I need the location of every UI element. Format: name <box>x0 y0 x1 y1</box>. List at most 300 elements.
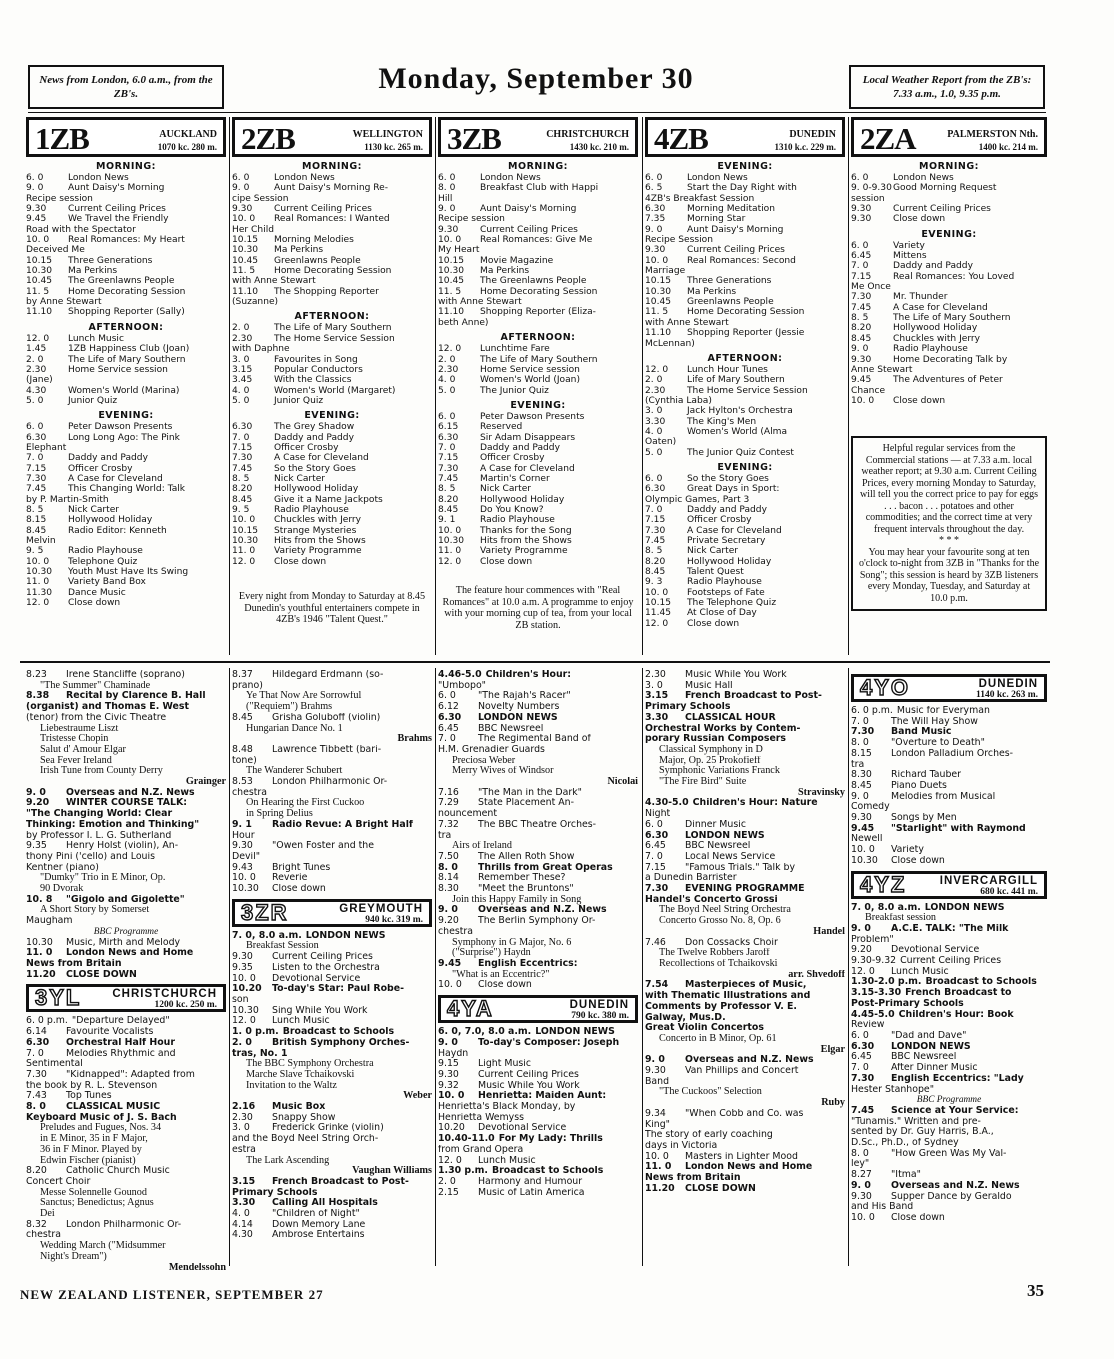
programme-item <box>26 225 226 235</box>
listing-line <box>232 873 432 884</box>
listing-line <box>438 1102 638 1113</box>
programme-title: "Overture to Death" <box>891 738 985 749</box>
programme-title: LONDON NEWS <box>535 1027 615 1038</box>
programme-time: 10.30 <box>438 266 465 277</box>
programme-time: 10. 0 <box>851 1212 875 1223</box>
programme-item <box>232 443 432 453</box>
programme-title: London News and Home <box>685 1162 813 1173</box>
programme-title: (Suzanne) <box>232 297 279 308</box>
station-note <box>851 436 1047 611</box>
programme-title: Major, Op. 25 Prokofieff <box>659 755 761 766</box>
programme-time: 6.45 <box>851 251 872 262</box>
listing-line <box>232 1091 432 1102</box>
programme-title: Henrietta's Black Monday, by <box>438 1102 576 1113</box>
programme-time: 9. 1 <box>438 515 456 526</box>
programme-title: EVENING PROGRAMME <box>685 884 805 895</box>
programme-title: Aunt Daisy's Morning <box>68 183 165 194</box>
programme-title: Hollywood Holiday <box>68 515 153 526</box>
listing-line <box>645 831 845 842</box>
programme-title: 90 Dvorak <box>40 884 84 895</box>
station-column-3zb <box>438 117 638 631</box>
station-call-sign: 3ZR <box>241 899 289 925</box>
listing-line <box>851 999 1047 1010</box>
programme-title: We Travel the Friendly <box>68 214 169 225</box>
programme-title: The BBC Symphony Orchestra <box>246 1059 374 1070</box>
column-divider <box>435 668 436 1266</box>
programme-time: 8.45 <box>851 780 872 791</box>
programme-item <box>232 375 432 385</box>
programme-title: King" <box>645 1119 670 1130</box>
programme-title: Daddy and Paddy <box>274 432 354 443</box>
programme-item <box>26 433 226 443</box>
programme-time: 8. 5 <box>232 473 250 484</box>
programme-time: 2.30 <box>438 364 459 375</box>
listing-line <box>232 1156 432 1167</box>
listing-line <box>26 1102 226 1113</box>
programme-item <box>26 173 226 183</box>
programme-item <box>26 307 226 317</box>
programme-time: 9.30 <box>232 841 253 852</box>
listing-line <box>232 724 432 735</box>
station-header <box>851 117 1047 157</box>
programme-time: 3.15-3.30 <box>851 988 902 999</box>
programme-title: Sanctus; Benedictus; Agnus <box>40 1198 154 1209</box>
programme-time: 11. 5 <box>645 307 669 318</box>
programme-item <box>645 417 845 427</box>
programme-item <box>645 266 845 276</box>
listing-line <box>851 1031 1047 1042</box>
column-divider <box>435 117 436 655</box>
listing-line <box>851 945 1047 956</box>
programme-time: 10.30 <box>26 266 53 277</box>
listing-line <box>232 1070 432 1081</box>
listing-line <box>26 1145 226 1156</box>
programme-title: Radio Playhouse <box>687 577 762 588</box>
programme-time: 6. 0 <box>851 173 869 183</box>
programme-time: 4.30 <box>26 385 47 396</box>
programme-title: Thanks for the Song <box>480 525 572 536</box>
listing-line <box>851 856 1047 867</box>
programme-item <box>851 355 1047 365</box>
listing-line <box>232 1006 432 1017</box>
listing-line <box>438 884 638 895</box>
listing-line <box>26 809 226 820</box>
listing-line <box>232 831 432 842</box>
programme-title: chestra <box>438 926 474 937</box>
programme-time: 6. 0 <box>232 173 250 183</box>
listing-line <box>438 691 638 702</box>
programme-item <box>438 433 638 443</box>
programme-time: 9.45 <box>438 958 462 969</box>
news-notice-box <box>28 65 224 109</box>
programme-time: 9.30-9.32 <box>851 956 897 967</box>
programme-item <box>645 386 845 396</box>
programme-time: 10. 0 <box>645 1151 669 1162</box>
programme-title: Popular Conductors <box>274 364 363 375</box>
listing-line <box>438 980 638 991</box>
programme-time: 6.30 <box>232 422 253 433</box>
programme-time: 12. 0 <box>438 1155 462 1166</box>
section-heading: AFTERNOON: <box>707 352 783 364</box>
programme-item <box>438 505 638 515</box>
listing-line <box>26 948 226 959</box>
programme-time: 7.30 <box>851 1073 875 1084</box>
programme-title: Broadcast to Schools <box>925 977 1037 988</box>
programme-item <box>645 474 845 484</box>
programme-title: Hungarian Dance No. 1 <box>246 723 343 734</box>
programme-time: 11.20 <box>645 1183 675 1194</box>
programme-title: Recipe Session <box>645 235 713 246</box>
listing-line <box>26 1241 226 1252</box>
programme-title: "Departure Delayed" <box>71 1016 170 1027</box>
programme-time: 7.35 <box>645 214 666 225</box>
programme-item <box>232 505 432 515</box>
programme-title: Real Romances: I Wanted <box>274 214 390 225</box>
programme-time: 6.30 <box>645 204 666 215</box>
programme-time: 12. 0 <box>26 333 50 344</box>
programme-title: BBC Newsreel <box>891 1052 957 1063</box>
programme-item <box>645 194 845 204</box>
programme-time: 7.15 <box>645 515 666 526</box>
listing-line <box>851 1106 1047 1117</box>
programme-item <box>438 474 638 484</box>
programme-title: So the Story Goes <box>274 463 356 474</box>
programme-time: 8. 5 <box>26 504 44 515</box>
programme-title: Music, Mirth and Melody <box>66 937 181 948</box>
listing-line <box>851 1181 1047 1192</box>
column-divider <box>642 117 643 655</box>
programme-title: Hester Stanhope" <box>851 1084 935 1095</box>
programme-title: ("Requiem") Brahms <box>246 702 333 713</box>
listing-line <box>645 1066 845 1077</box>
programme-title: beth Anne) <box>438 317 489 328</box>
station-header <box>232 899 432 927</box>
station-call-sign: 3YL <box>35 985 82 1011</box>
programme-title: Ma Perkins <box>687 286 737 297</box>
section-heading: EVENING: <box>98 410 154 422</box>
programme-item <box>26 526 226 536</box>
programme-time: 9.30 <box>232 952 253 963</box>
programme-title: by P. Martin-Smith <box>26 494 109 505</box>
programme-title: "Umbopo" <box>438 680 486 691</box>
programme-title: Preludes and Fugues, Nos. 34 <box>40 1123 162 1134</box>
programme-time: 3. 0 <box>232 1123 250 1134</box>
programme-time: 10. 0 <box>438 980 462 991</box>
listing-line <box>645 1045 845 1056</box>
programme-item <box>26 396 226 406</box>
listing-line <box>438 873 638 884</box>
programme-title: Peter Dawson Presents <box>480 411 585 422</box>
listing-line <box>26 1123 226 1134</box>
programme-title: 36 in F Minor. Played by <box>40 1144 142 1155</box>
programme-item <box>232 557 432 567</box>
programme-title: "Itma" <box>891 1170 921 1181</box>
programme-title: The Grey Shadow <box>274 422 355 433</box>
programme-item <box>26 598 226 608</box>
programme-title: After Dinner Music <box>891 1063 978 1074</box>
programme-time: 6. 0 <box>438 691 456 702</box>
programme-item <box>438 194 638 204</box>
programme-time: 6. 0 p.m. <box>851 706 893 716</box>
listing-line <box>438 1049 638 1060</box>
programme-time: 7.30 <box>851 727 875 738</box>
programme-title: Music for Everyman <box>896 706 990 716</box>
note-text-2: You may hear your favourite song at ten o'clock to-night from 3ZB in "Thanks for the Song"; this session is heard by 3ZB listeners every Monday, Tuesday, and Saturday at 10.0 p.m. <box>859 546 1040 604</box>
programme-item <box>645 567 845 577</box>
programme-time: 10. 0 <box>232 515 256 526</box>
programme-time: 9. 1 <box>232 819 252 830</box>
programme-title: Ruby <box>821 1098 845 1109</box>
listing-line <box>232 702 432 713</box>
programme-title: Do You Know? <box>480 504 544 515</box>
programme-time: 7.15 <box>232 442 253 453</box>
programme-item <box>645 328 845 338</box>
programme-time: 10.30 <box>232 884 259 895</box>
programme-time: 2.30 <box>232 1112 253 1123</box>
programme-title: Night <box>645 809 671 820</box>
programme-title: Comments by Professor V. E. <box>645 1001 797 1012</box>
programme-title: Overseas and N.Z. News <box>891 1180 1020 1191</box>
programme-item <box>26 464 226 474</box>
programme-time: 9.45 <box>851 823 875 834</box>
programme-item <box>232 245 432 255</box>
listing-line <box>232 1049 432 1060</box>
programme-time: 2.16 <box>232 1102 256 1113</box>
programme-title: Close down <box>891 1212 945 1223</box>
programme-title: D.Sc., Ph.D., of Sydney <box>851 1138 959 1149</box>
programme-item <box>851 323 1047 333</box>
programme-item <box>232 515 432 525</box>
programme-time: 6. 0 <box>645 473 663 484</box>
programme-title: Close down <box>68 598 121 609</box>
programme-title: Stravinsky <box>798 787 845 798</box>
programme-time: 7.45 <box>232 463 253 474</box>
programme-time: 6.30 <box>26 432 47 443</box>
listing-line <box>232 1230 432 1241</box>
programme-title: Handel <box>813 926 845 937</box>
programme-title: Me Once <box>851 282 891 293</box>
programme-title: Chuckles with Jerry <box>274 515 362 526</box>
programme-title: Variety <box>893 240 925 251</box>
programme-title: Weber <box>403 1091 432 1102</box>
programme-title: prano) <box>232 680 263 691</box>
listing-line <box>645 1109 845 1120</box>
programme-title: ley" <box>851 1159 870 1170</box>
programme-title: 4ZB's Breakfast Session <box>645 193 755 204</box>
programme-item <box>645 495 845 505</box>
programme-title: Hollywood Holiday <box>480 494 565 505</box>
programme-time: 11.10 <box>438 307 465 318</box>
programme-item <box>232 235 432 245</box>
programme-time: 10.30 <box>645 286 672 297</box>
programme-title: Deceived Me <box>26 245 85 256</box>
programme-item <box>232 287 432 297</box>
listing-line <box>645 1034 845 1045</box>
programme-time: 9.30 <box>438 1069 459 1080</box>
programme-time: 11.10 <box>645 328 672 339</box>
programme-time: 10.15 <box>232 525 259 536</box>
programme-title: Ambrose Entertains <box>272 1230 365 1241</box>
programme-title: London Philharmonic Or- <box>66 1219 182 1230</box>
programme-title: Local News Service <box>685 851 776 862</box>
listing-line <box>26 724 226 735</box>
programme-title: Band Music <box>891 727 952 738</box>
programme-title: Join this Happy Family in Song <box>452 894 582 905</box>
listing-line <box>26 863 226 874</box>
programme-time: 7. 0 <box>851 716 869 727</box>
programme-time: 6.30 <box>645 830 669 841</box>
listing-line <box>232 756 432 767</box>
station-city: DUNEDIN <box>978 678 1038 690</box>
programme-time: 7. 0 <box>232 432 250 443</box>
programme-time: 7. 0 <box>645 851 663 862</box>
programme-title: 1ZB Happiness Club (Joan) <box>68 344 190 355</box>
programme-time: 8.37 <box>232 670 253 680</box>
programme-title: Music While You Work <box>685 670 787 680</box>
programme-title: Shopping Reporter (Jessie <box>687 328 805 339</box>
listing-line <box>851 845 1047 856</box>
programme-item <box>438 536 638 546</box>
listing-line <box>26 745 226 756</box>
listing-line <box>232 1220 432 1231</box>
listing-line <box>232 995 432 1006</box>
programme-title: Good Morning Request <box>893 183 997 194</box>
programme-item <box>645 276 845 286</box>
programme-title: LONDON NEWS <box>478 712 558 723</box>
programme-item <box>438 318 638 328</box>
programme-title: The Boyd Neel String Orchestra <box>659 905 791 916</box>
programme-item <box>26 515 226 525</box>
programme-time: 10.15 <box>438 255 465 266</box>
programme-time: 6.30 <box>851 1041 875 1052</box>
programme-title: Night's Dream") <box>40 1251 107 1262</box>
programme-time: 9.35 <box>232 962 253 973</box>
programme-title: The King's Men <box>687 416 757 427</box>
listing-line <box>645 713 845 724</box>
programme-title: "The Changing World: Clear <box>26 809 173 820</box>
listing-line <box>645 691 845 702</box>
listing-line <box>645 820 845 831</box>
programme-title: Mendelssohn <box>168 1262 226 1273</box>
station-frequency: 1130 kc. 265 m. <box>364 142 423 152</box>
programme-title: Home Service session <box>68 364 168 375</box>
programme-title: BBC Programme <box>93 926 159 937</box>
programme-time: 3.15 <box>232 364 253 375</box>
programme-item <box>645 225 845 235</box>
programme-item <box>851 334 1047 344</box>
listing-line <box>438 948 638 959</box>
programme-time: 9.30 <box>851 813 872 824</box>
listing-line <box>851 1052 1047 1063</box>
station-header <box>645 117 845 157</box>
programme-title: Current Ceiling Prices <box>274 204 372 215</box>
programme-item <box>26 386 226 396</box>
programme-time: 9. 0 <box>232 183 250 194</box>
programme-title: chestra <box>26 1230 62 1241</box>
programme-title: Recollections of Tchaikovski <box>659 958 778 969</box>
listing-line <box>438 927 638 938</box>
programme-title: Close down <box>687 618 740 629</box>
programme-item <box>645 339 845 349</box>
programme-title: BBC Newsreel <box>685 841 751 852</box>
programme-title: from Grand Opera <box>438 1144 524 1155</box>
programme-title: Marriage <box>645 266 686 277</box>
programme-item <box>232 495 432 505</box>
station-frequency: 940 kc. 319 m. <box>365 914 423 925</box>
programme-title: in E Minor, 35 in F Major, <box>40 1134 148 1145</box>
programme-time: 10.40-11.0 <box>438 1134 495 1145</box>
listing-line <box>851 1127 1047 1138</box>
listing-line <box>645 1055 845 1066</box>
listing-column-1 <box>26 670 226 1273</box>
programme-item <box>438 287 638 297</box>
programme-item <box>26 484 226 494</box>
programme-title: London News <box>480 173 541 183</box>
programme-item <box>26 245 226 255</box>
programme-title: The Greenlawns People <box>68 276 175 287</box>
programme-title: London News <box>687 173 748 183</box>
programme-item <box>645 546 845 556</box>
listing-line <box>26 788 226 799</box>
programme-item <box>645 365 845 375</box>
programme-time: 1. 0 p.m. <box>232 1027 279 1038</box>
programme-title: "Dumky" Trio in E Minor, Op. <box>40 873 166 884</box>
programme-item <box>438 245 638 255</box>
programme-title: Merry Wives of Windsor <box>452 766 554 777</box>
programme-title: Give it a Name Jackpots <box>274 494 383 505</box>
listing-line <box>232 713 432 724</box>
programme-title: Variety Programme <box>480 546 568 557</box>
listing-line <box>645 1152 845 1163</box>
programme-time: 8. 0 <box>26 1102 46 1113</box>
programme-time: 2. 0 <box>438 354 456 365</box>
programme-time: 10.45 <box>232 255 259 266</box>
programme-item <box>851 272 1047 282</box>
station-frequency: 1070 kc. 280 m. <box>157 142 217 152</box>
listing-line <box>851 749 1047 760</box>
programme-time: 10.20 <box>438 1123 465 1134</box>
programme-time: 6. 0 <box>438 411 456 422</box>
listing-line <box>438 852 638 863</box>
programme-time: 10.30 <box>851 855 878 866</box>
programme-item <box>232 474 432 484</box>
programme-time: 8.20 <box>232 484 253 495</box>
programme-title: a Dunedin Barrister <box>645 873 737 884</box>
news-notice: News from London, 6.0 a.m., from the ZB's. <box>39 74 213 100</box>
programme-title: For My Lady: Thrills <box>498 1134 603 1145</box>
programme-time: 7. 0 <box>438 734 456 745</box>
programme-title: Preciosa Weber <box>452 755 516 766</box>
programme-title: Dinner Music <box>685 819 746 830</box>
listing-line <box>851 824 1047 835</box>
listing-line <box>645 1002 845 1013</box>
section-heading: EVENING: <box>510 399 566 411</box>
programme-title: Recipe session <box>438 214 505 225</box>
programme-time: 12. 0 <box>851 966 875 977</box>
programme-title: Grainger <box>185 777 226 788</box>
programme-item <box>232 453 432 463</box>
listing-line <box>232 1177 432 1188</box>
programme-title: "Children of Night" <box>272 1209 360 1220</box>
programme-title: Galway, Mus.D. <box>645 1012 726 1023</box>
programme-time: 8.30 <box>851 770 872 781</box>
listing-line <box>645 884 845 895</box>
programme-title: Home Service session <box>480 364 580 375</box>
programme-item <box>851 313 1047 323</box>
programme-title: Newell <box>851 834 883 845</box>
programme-time: 9.30 <box>851 204 872 215</box>
programme-item <box>26 287 226 297</box>
